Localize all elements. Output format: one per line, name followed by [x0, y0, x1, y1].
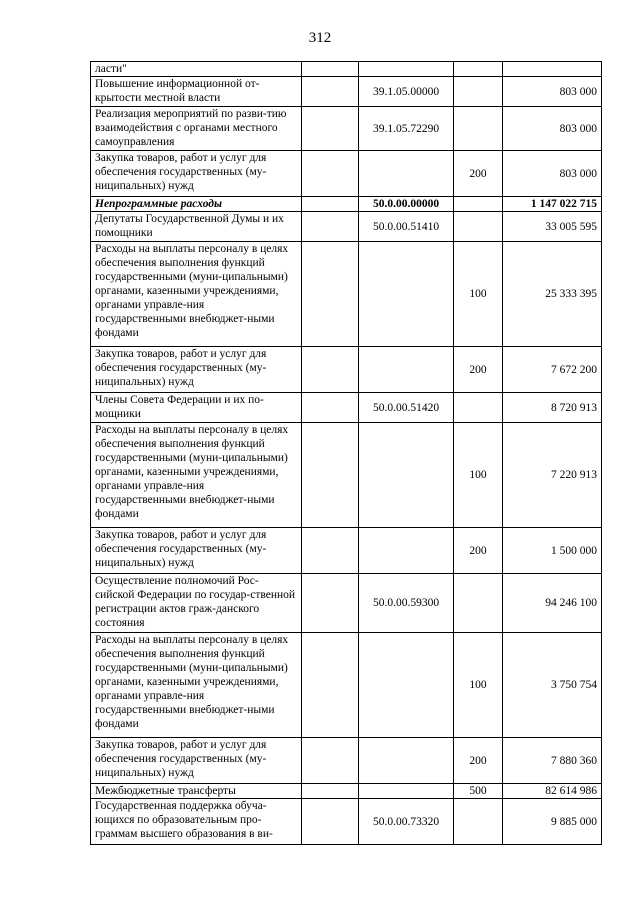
row-name-cell: Осуществление полномочий Рос-сийской Федерации по государ-ственной регистрации актов граж-данского состояния — [91, 574, 302, 633]
row-empty-cell — [302, 62, 359, 77]
table-row — [91, 151, 602, 197]
row-name-cell: Расходы на выплаты персоналу в целях обеспечения выполнения функций государственными (муни-ципальными) органами, казенными учреждениями, органами управле-ния государственными внебюджет-ными фондами — [91, 633, 302, 738]
row-sum-cell: 82 614 986 — [503, 784, 602, 799]
table-row — [91, 242, 602, 347]
table-row — [91, 799, 602, 845]
row-sum-cell: 803 000 — [503, 107, 602, 151]
row-type-cell: 100 — [454, 633, 503, 738]
row-empty-cell — [302, 242, 359, 347]
row-empty-cell — [302, 393, 359, 423]
table-row — [91, 528, 602, 574]
row-name-cell: Государственная поддержка обуча-ющихся по образовательным про-граммам высшего образования в ви- — [91, 799, 302, 845]
table-row — [91, 574, 602, 633]
row-sum-cell: 25 333 395 — [503, 242, 602, 347]
budget-table — [90, 61, 602, 845]
row-type-cell — [454, 799, 503, 845]
row-empty-cell — [302, 347, 359, 393]
row-sum-cell: 7 880 360 — [503, 738, 602, 784]
row-type-cell — [454, 107, 503, 151]
row-name-cell: Повышение информационной от-крытости местной власти — [91, 77, 302, 107]
row-empty-cell — [302, 107, 359, 151]
table-row — [91, 633, 602, 738]
row-code-cell — [359, 738, 454, 784]
row-type-cell: 500 — [454, 784, 503, 799]
row-empty-cell — [302, 633, 359, 738]
row-name-cell: Реализация мероприятий по разви-тию взаимодействия с органами местного самоуправления — [91, 107, 302, 151]
row-code-cell — [359, 633, 454, 738]
row-type-cell — [454, 62, 503, 77]
budget-table-body — [91, 62, 602, 845]
row-type-cell: 200 — [454, 347, 503, 393]
row-empty-cell — [302, 738, 359, 784]
row-sum-cell: 7 672 200 — [503, 347, 602, 393]
row-empty-cell — [302, 574, 359, 633]
row-type-cell: 200 — [454, 528, 503, 574]
row-code-cell: 50.0.00.00000 — [359, 197, 454, 212]
row-sum-cell: 803 000 — [503, 151, 602, 197]
row-name-cell: Члены Совета Федерации и их по-мощники — [91, 393, 302, 423]
row-sum-cell: 7 220 913 — [503, 423, 602, 528]
row-code-cell — [359, 151, 454, 197]
table-row — [91, 212, 602, 242]
row-code-cell — [359, 242, 454, 347]
row-type-cell — [454, 393, 503, 423]
row-type-cell: 200 — [454, 738, 503, 784]
row-name-cell: Закупка товаров, работ и услуг для обеспечения государственных (му-ниципальных) нужд — [91, 151, 302, 197]
row-empty-cell — [302, 528, 359, 574]
row-empty-cell — [302, 799, 359, 845]
row-type-cell — [454, 574, 503, 633]
row-code-cell: 50.0.00.51420 — [359, 393, 454, 423]
row-sum-cell: 33 005 595 — [503, 212, 602, 242]
row-type-cell: 100 — [454, 242, 503, 347]
row-code-cell: 50.0.00.51410 — [359, 212, 454, 242]
row-code-cell — [359, 423, 454, 528]
row-type-cell — [454, 77, 503, 107]
row-code-cell: 50.0.00.73320 — [359, 799, 454, 845]
row-sum-cell: 94 246 100 — [503, 574, 602, 633]
row-type-cell — [454, 212, 503, 242]
row-empty-cell — [302, 212, 359, 242]
row-type-cell: 100 — [454, 423, 503, 528]
row-sum-cell: 8 720 913 — [503, 393, 602, 423]
table-row — [91, 107, 602, 151]
table-row — [91, 423, 602, 528]
row-empty-cell — [302, 423, 359, 528]
row-name-cell: Закупка товаров, работ и услуг для обеспечения государственных (му-ниципальных) нужд — [91, 528, 302, 574]
row-sum-cell: 9 885 000 — [503, 799, 602, 845]
row-sum-cell: 1 500 000 — [503, 528, 602, 574]
row-code-cell: 39.1.05.00000 — [359, 77, 454, 107]
table-row — [91, 77, 602, 107]
table-row — [91, 347, 602, 393]
row-code-cell — [359, 528, 454, 574]
row-empty-cell — [302, 151, 359, 197]
row-empty-cell — [302, 197, 359, 212]
row-empty-cell — [302, 77, 359, 107]
table-row — [91, 62, 602, 77]
row-name-cell: Закупка товаров, работ и услуг для обеспечения государственных (му-ниципальных) нужд — [91, 347, 302, 393]
table-row — [91, 393, 602, 423]
row-sum-cell: 3 750 754 — [503, 633, 602, 738]
row-name-cell: Непрограммные расходы — [91, 197, 302, 212]
row-name-cell: Межбюджетные трансферты — [91, 784, 302, 799]
row-name-cell: Расходы на выплаты персоналу в целях обеспечения выполнения функций государственными (муни-ципальными) органами, казенными учреждениями, органами управле-ния государственными внебюджет-ными фондами — [91, 242, 302, 347]
row-name-cell: Депутаты Государственной Думы и их помощники — [91, 212, 302, 242]
row-code-cell — [359, 784, 454, 799]
row-code-cell: 39.1.05.72290 — [359, 107, 454, 151]
row-code-cell — [359, 347, 454, 393]
row-type-cell: 200 — [454, 151, 503, 197]
row-code-cell — [359, 62, 454, 77]
row-code-cell: 50.0.00.59300 — [359, 574, 454, 633]
row-name-cell: Закупка товаров, работ и услуг для обеспечения государственных (му-ниципальных) нужд — [91, 738, 302, 784]
table-row — [91, 197, 602, 212]
row-name-cell: Расходы на выплаты персоналу в целях обеспечения выполнения функций государственными (муни-ципальными) органами, казенными учреждениями, органами управле-ния государственными внебюджет-ными фондами — [91, 423, 302, 528]
table-row — [91, 738, 602, 784]
row-sum-cell: 1 147 022 715 — [503, 197, 602, 212]
row-sum-cell: 803 000 — [503, 77, 602, 107]
row-empty-cell — [302, 784, 359, 799]
table-row — [91, 784, 602, 799]
page-number: 312 — [308, 30, 332, 46]
row-sum-cell — [503, 62, 602, 77]
row-name-cell: ласти" — [91, 62, 302, 77]
row-type-cell — [454, 197, 503, 212]
